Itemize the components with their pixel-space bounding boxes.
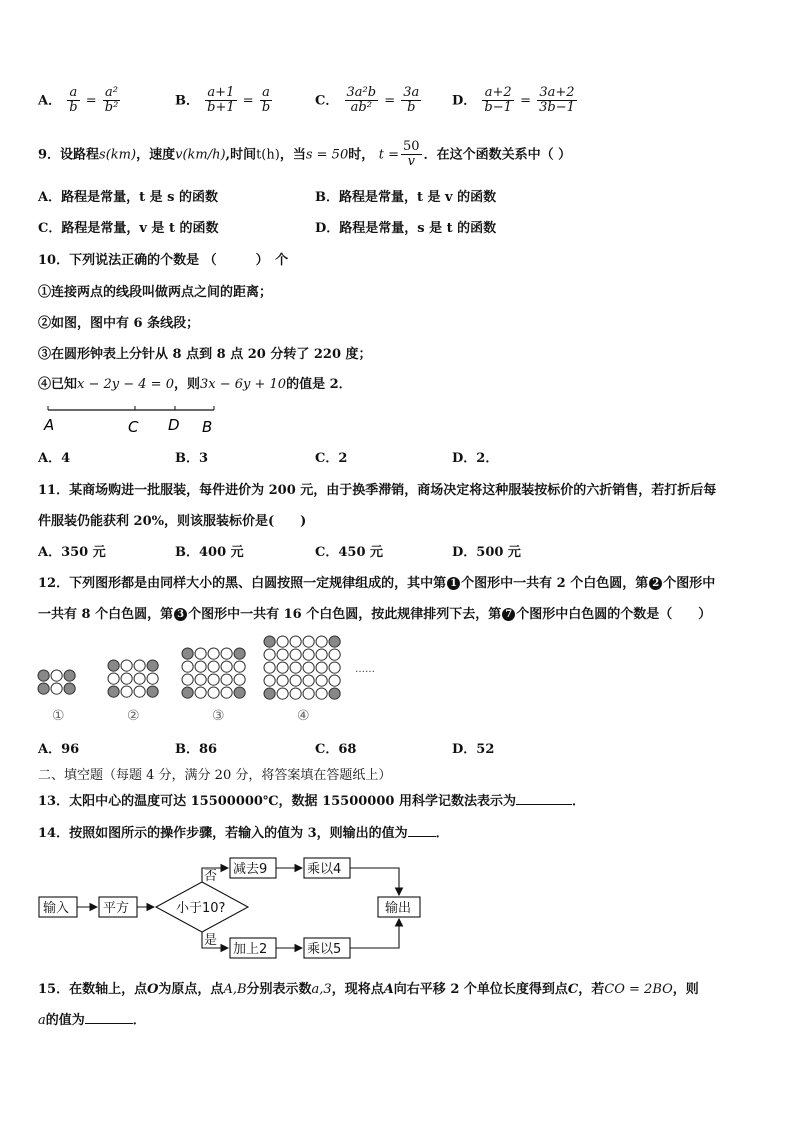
black-circle bbox=[38, 683, 49, 694]
q10-statement-2: ②如图，图中有 6 条线段； bbox=[38, 316, 200, 331]
white-circle bbox=[316, 675, 327, 686]
white-circle bbox=[290, 649, 301, 660]
black-circle bbox=[182, 687, 193, 698]
white-circle bbox=[329, 675, 340, 686]
q8-option-d: D． $\frac{a+2}{b-1}$ = $\frac{3a+2}{3b-1}$ bbox=[452, 85, 575, 116]
flow-input-label: 输入 bbox=[43, 901, 70, 916]
fraction: $\frac{a+2}{b-1}$ bbox=[484, 85, 512, 116]
white-circle bbox=[195, 661, 206, 672]
white-circle bbox=[277, 688, 288, 699]
flow-sub9-label: 减去9 bbox=[233, 862, 268, 877]
white-circle bbox=[221, 687, 232, 698]
q10-statement-3: ③在圆形钟表上分针从 8 点到 8 点 20 分转了 220 度； bbox=[38, 347, 372, 362]
circled-number: 3 bbox=[174, 608, 187, 621]
figure-label-3: ③ bbox=[212, 708, 225, 724]
white-circle bbox=[264, 675, 275, 686]
white-circle bbox=[51, 670, 62, 681]
white-circle bbox=[182, 661, 193, 672]
point-label-c: C bbox=[128, 418, 139, 436]
q9-stem: 9．设路程s(km)，速度v(km/h),时间t(h)，当s = 50时， t = $\frac{50}{v}$ ．在这个函数关系中（ ） bbox=[38, 139, 572, 170]
q9-option-b: B．路程是常量，t 是 v 的函数 bbox=[315, 190, 497, 205]
circled-number: 7 bbox=[502, 608, 515, 621]
white-circle bbox=[195, 674, 206, 685]
q12-option-a: A．96 bbox=[38, 742, 80, 757]
white-circle bbox=[121, 686, 132, 697]
white-circle bbox=[277, 649, 288, 660]
q11-option-d: D．500 元 bbox=[452, 545, 521, 560]
black-circle bbox=[147, 660, 158, 671]
q10-stem: 10．下列说法正确的个数是 （ ） 个 bbox=[38, 253, 289, 268]
white-circle bbox=[303, 649, 314, 660]
white-circle bbox=[182, 674, 193, 685]
white-circle bbox=[134, 660, 145, 671]
figure-label-1: ① bbox=[52, 708, 65, 724]
q11-option-c: C．450 元 bbox=[315, 545, 384, 560]
white-circle bbox=[277, 636, 288, 647]
black-circle bbox=[108, 660, 119, 671]
q9-option-d: D．路程是常量，s 是 t 的函数 bbox=[315, 221, 497, 236]
q14-stem: 14．按照如图所示的操作步骤，若输入的值为 3，则输出的值为 ． bbox=[38, 826, 449, 841]
white-circle bbox=[234, 661, 245, 672]
fraction: $\frac{3a+2}{3b-1}$ bbox=[539, 85, 575, 116]
point-label-d: D bbox=[168, 416, 180, 434]
circled-number: 2 bbox=[649, 577, 662, 590]
white-circle bbox=[234, 674, 245, 685]
fraction: $\frac{a}{b}$ bbox=[69, 85, 78, 116]
q11-stem-line2: 件服装仍能获利 20%，则该服装标价是( ) bbox=[38, 514, 307, 529]
black-circle bbox=[182, 648, 193, 659]
white-circle bbox=[208, 661, 219, 672]
fraction: $\frac{a}{b}$ bbox=[261, 85, 271, 116]
white-circle bbox=[290, 662, 301, 673]
q12-option-c: C．68 bbox=[315, 742, 357, 757]
q10-option-d: D．2． bbox=[452, 451, 499, 466]
white-circle bbox=[121, 660, 132, 671]
black-circle bbox=[329, 688, 340, 699]
figure-label-4: ④ bbox=[297, 708, 310, 724]
q8-option-b: B． $\frac{a+1}{b+1}$ = $\frac{a}{b}$ bbox=[175, 85, 271, 116]
flow-output-label: 输出 bbox=[385, 901, 412, 916]
q10-option-b: B．3 bbox=[175, 451, 209, 466]
q10-option-c: C．2 bbox=[315, 451, 348, 466]
q11-option-a: A．350 元 bbox=[38, 545, 106, 560]
white-circle bbox=[277, 675, 288, 686]
black-circle bbox=[264, 636, 275, 647]
white-circle bbox=[303, 662, 314, 673]
q15-stem-line1: 15．在数轴上，点O为原点，点A,B分别表示数a,3，现将点A向右平移 2 个单位长度得到点C，若CO = 2BO，则 bbox=[38, 982, 699, 997]
flow-mul5-label: 乘以5 bbox=[307, 942, 342, 957]
white-circle bbox=[316, 636, 327, 647]
white-circle bbox=[290, 636, 301, 647]
white-circle bbox=[134, 673, 145, 684]
white-circle bbox=[316, 662, 327, 673]
white-circle bbox=[264, 649, 275, 660]
circled-number: 1 bbox=[447, 577, 460, 590]
black-circle bbox=[147, 686, 158, 697]
q13-stem: 13．太阳中心的温度可达 15500000℃，数据 15500000 用科学记数法表示为 ． bbox=[38, 794, 585, 809]
white-circle bbox=[208, 674, 219, 685]
flowchart bbox=[36, 852, 426, 964]
point-label-b: B bbox=[202, 418, 213, 436]
q10-statement-1: ①连接两点的线段叫做两点之间的距离； bbox=[38, 285, 273, 300]
fraction: $\frac{50}{v}$ bbox=[403, 139, 420, 170]
black-circle bbox=[329, 636, 340, 647]
answer-blank[interactable] bbox=[516, 792, 572, 805]
white-circle bbox=[329, 649, 340, 660]
black-circle bbox=[264, 688, 275, 699]
white-circle bbox=[303, 675, 314, 686]
fraction: $\frac{\text{a²}}{\text{b²}}$ bbox=[104, 85, 119, 116]
q8-option-c: C． $\frac{\text{3a²b}}{\text{ab²}}$ = $\frac{3a}{b}$ bbox=[315, 85, 420, 116]
white-circle bbox=[303, 688, 314, 699]
flow-decision-label: 小于10? bbox=[176, 901, 226, 916]
black-circle bbox=[108, 686, 119, 697]
flow-add2-label: 加上2 bbox=[233, 942, 268, 957]
white-circle bbox=[51, 683, 62, 694]
white-circle bbox=[221, 661, 232, 672]
q12-option-b: B．86 bbox=[175, 742, 218, 757]
q11-stem-line1: 11．某商场购进一批服装，每件进价为 200 元，由于换季滞销，商场决定将这种服装按标价的六折销售，若打折后每 bbox=[38, 483, 717, 498]
segment-figure bbox=[40, 402, 230, 436]
flow-yes-label: 是 bbox=[204, 933, 218, 948]
q12-stem-line1: 12．下列图形都是由同样大小的黑、白圆按照一定规律组成的，其中第 1 个图形中一共有 2 个白色圆，第 2 个图形中 bbox=[38, 576, 716, 591]
circle-pattern-figure bbox=[30, 628, 390, 728]
point-label-a: A bbox=[44, 416, 55, 434]
fraction: $\frac{\text{3a²b}}{\text{ab²}}$ bbox=[346, 85, 377, 116]
black-circle bbox=[64, 683, 75, 694]
black-circle bbox=[234, 648, 245, 659]
q12-stem-line2: 一共有 8 个白色圆，第 3 个图形中一共有 16 个白色圆，按此规律排列下去，第 7 个图形中白色圆的个数是（ ） bbox=[38, 607, 712, 622]
white-circle bbox=[290, 688, 301, 699]
white-circle bbox=[147, 673, 158, 684]
q11-option-b: B．400 元 bbox=[175, 545, 244, 560]
white-circle bbox=[316, 649, 327, 660]
q9-option-a: A．路程是常量，t 是 s 的函数 bbox=[38, 190, 218, 205]
flow-mul4-label: 乘以4 bbox=[307, 862, 342, 877]
white-circle bbox=[316, 688, 327, 699]
white-circle bbox=[290, 675, 301, 686]
white-circle bbox=[208, 687, 219, 698]
white-circle bbox=[221, 674, 232, 685]
white-circle bbox=[303, 636, 314, 647]
q9-option-c: C．路程是常量，v 是 t 的函数 bbox=[38, 221, 219, 236]
q12-option-d: D．52 bbox=[452, 742, 495, 757]
answer-blank[interactable] bbox=[85, 1011, 133, 1024]
flow-no-label: 否 bbox=[204, 869, 218, 884]
q8-option-a: A． $\frac{a}{b}$ = $\frac{\text{a²}}{\text{b²}}$ bbox=[38, 85, 119, 116]
white-circle bbox=[329, 662, 340, 673]
white-circle bbox=[195, 648, 206, 659]
fraction: $\frac{a+1}{b+1}$ bbox=[207, 85, 235, 116]
white-circle bbox=[195, 687, 206, 698]
section-heading: 二、填空题（每题 4 分，满分 20 分，将答案填在答题纸上） bbox=[38, 768, 392, 783]
white-circle bbox=[121, 673, 132, 684]
white-circle bbox=[108, 673, 119, 684]
black-circle bbox=[234, 687, 245, 698]
black-circle bbox=[64, 670, 75, 681]
fraction: $\frac{3a}{b}$ bbox=[403, 85, 420, 116]
white-circle bbox=[264, 662, 275, 673]
white-circle bbox=[208, 648, 219, 659]
q10-statement-4: ④已知x − 2y − 4 = 0，则3x − 6y + 10的值是 2． bbox=[38, 377, 352, 392]
white-circle bbox=[221, 648, 232, 659]
black-circle bbox=[38, 670, 49, 681]
white-circle bbox=[134, 686, 145, 697]
q15-stem-line2: a的值为 ． bbox=[38, 1013, 146, 1028]
q10-option-a: A．4 bbox=[38, 451, 71, 466]
figure-label-2: ② bbox=[127, 708, 140, 724]
answer-blank[interactable] bbox=[408, 824, 436, 837]
ellipsis: …… bbox=[355, 664, 375, 675]
white-circle bbox=[277, 662, 288, 673]
flow-square-label: 平方 bbox=[103, 901, 130, 916]
